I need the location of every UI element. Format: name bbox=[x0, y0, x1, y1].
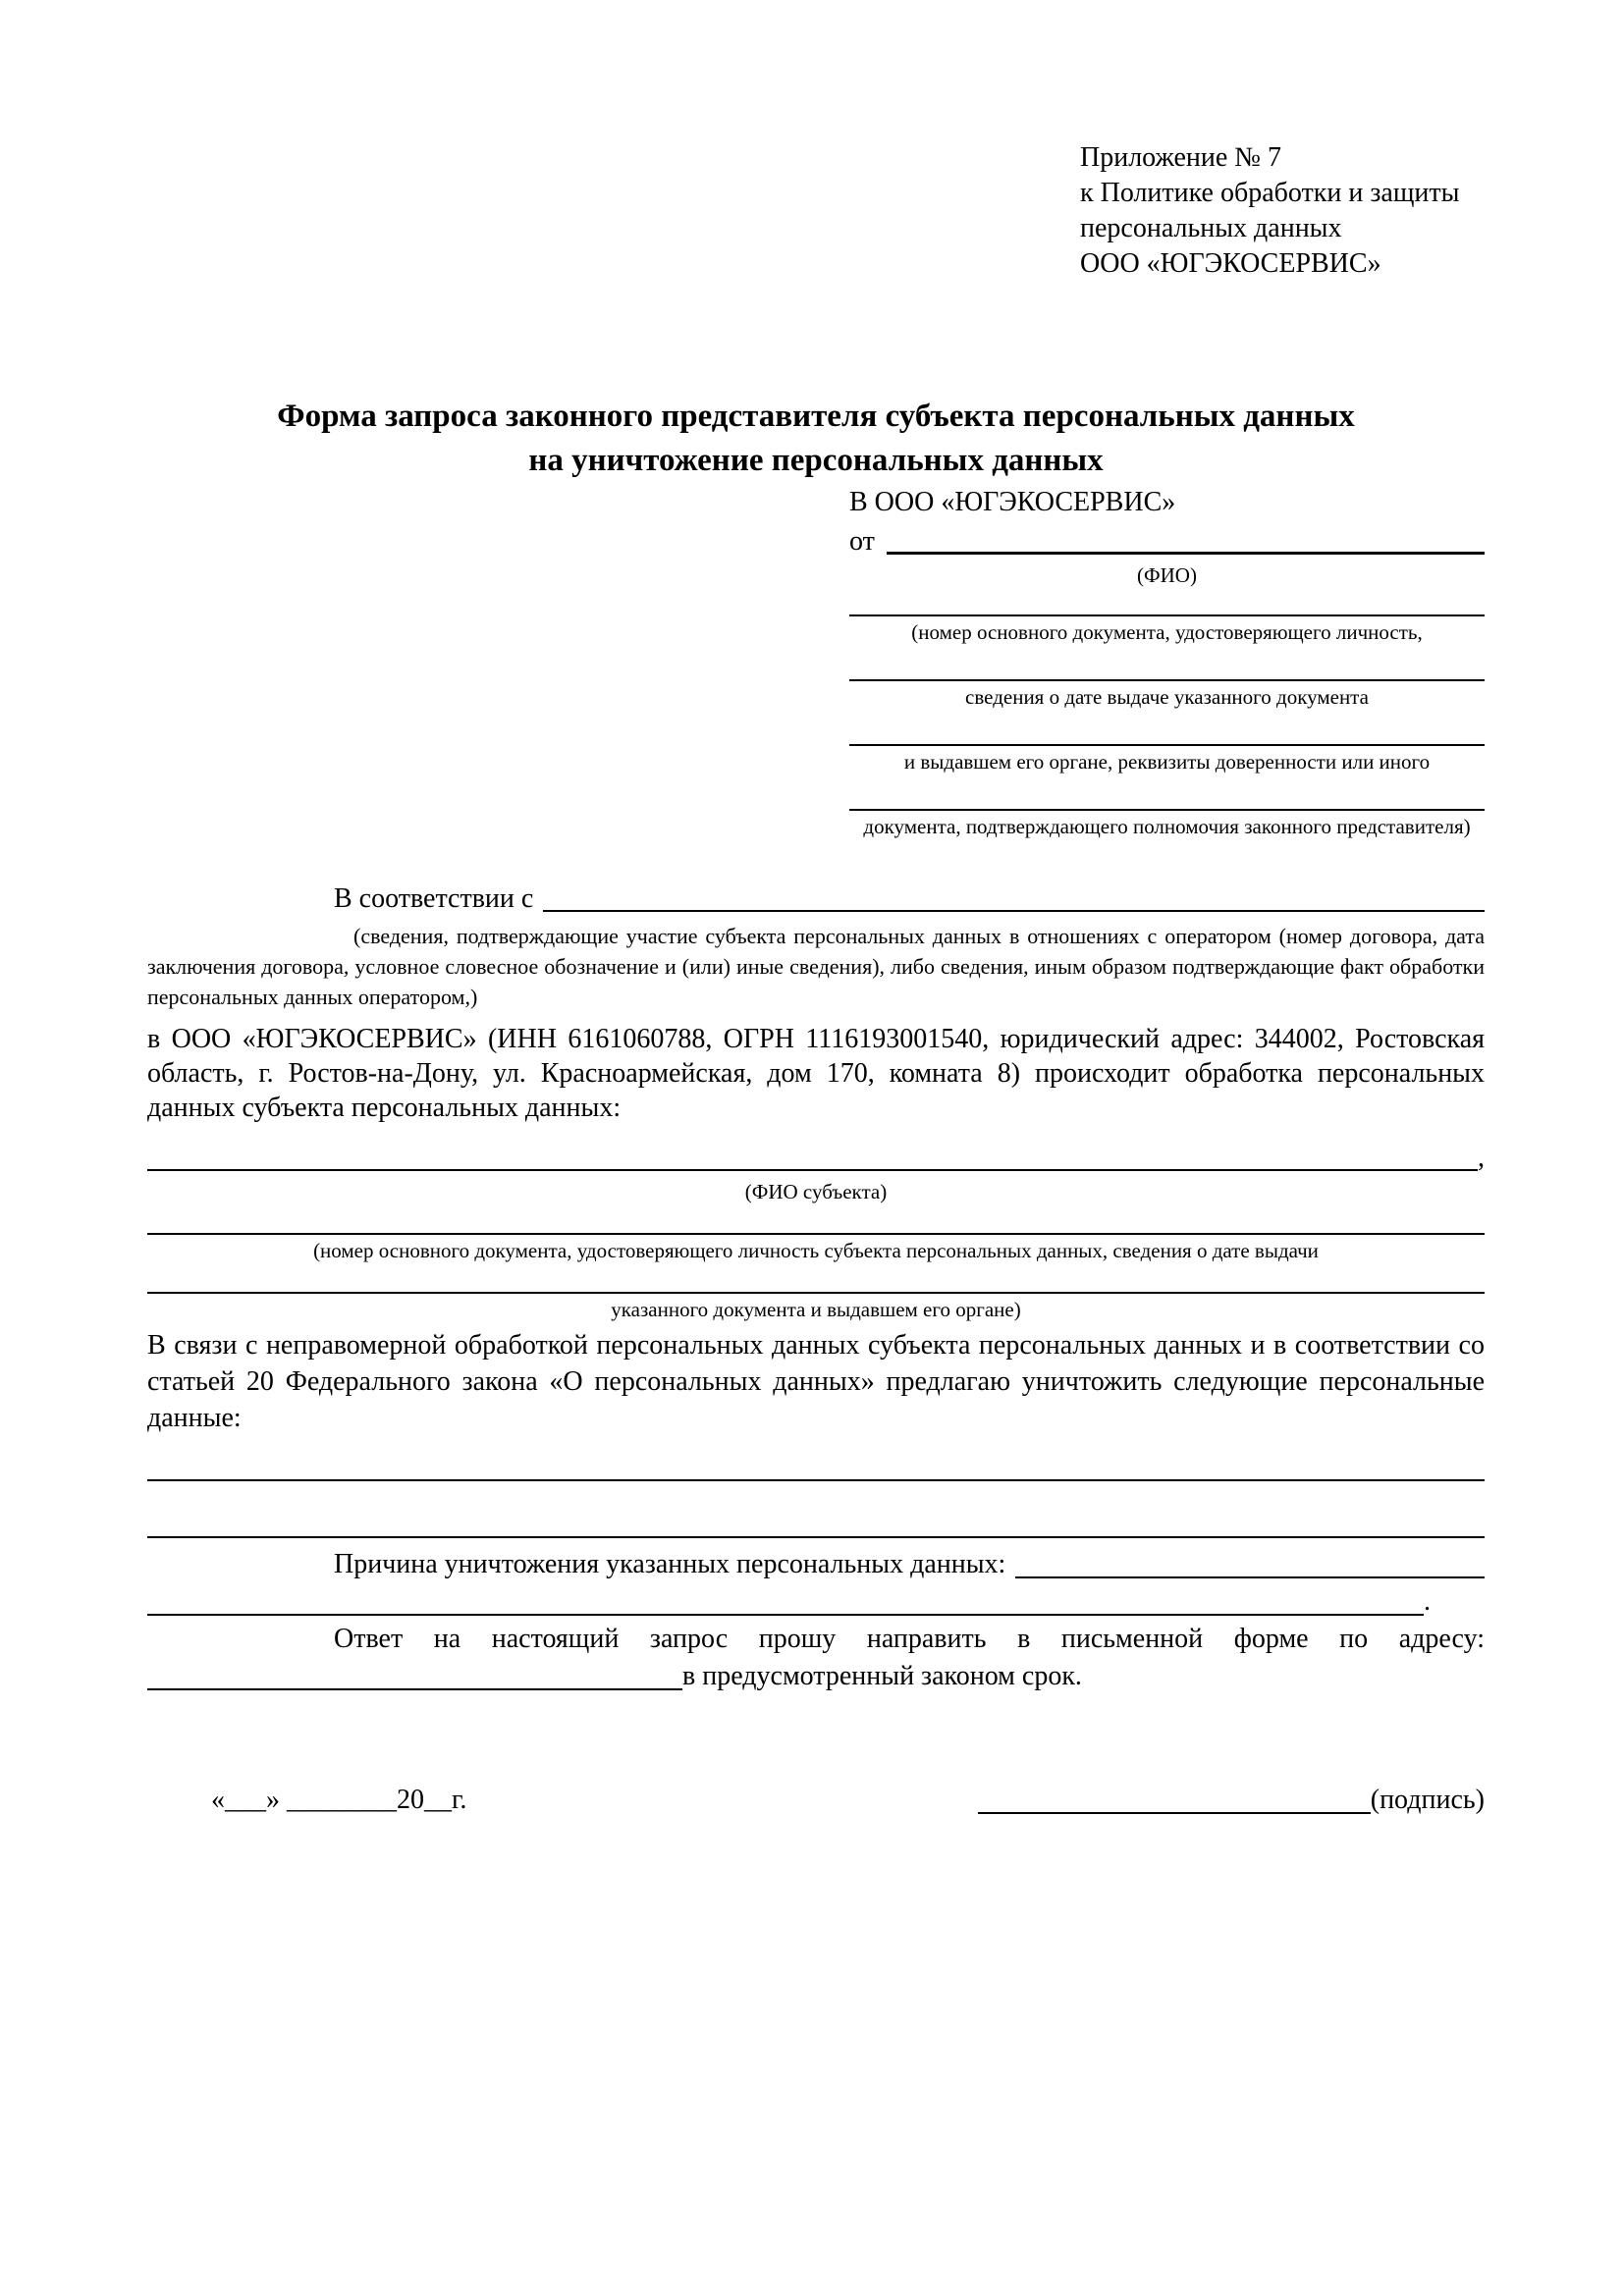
reason-blank-line bbox=[1015, 1546, 1485, 1578]
page-title-line1: Форма запроса законного представителя субъекта персональных данных bbox=[277, 399, 1355, 434]
data-blank-line2 bbox=[147, 1536, 1485, 1538]
addressee-block bbox=[849, 483, 1485, 838]
from-row bbox=[849, 524, 1485, 560]
from-label: от bbox=[849, 526, 875, 557]
signature-blank-line bbox=[978, 1782, 1371, 1814]
reason-label: Причина уничтожения указанных персональных данных: bbox=[334, 1549, 1006, 1579]
field-caption: и выдавшем его органе, реквизиты доверенности или иного bbox=[903, 750, 1431, 774]
blank-line bbox=[849, 809, 1485, 811]
subject-fio-caption: (ФИО субъекта) bbox=[744, 1180, 888, 1203]
data-blank-line1 bbox=[147, 1479, 1485, 1481]
footer bbox=[147, 1782, 1485, 1819]
signature-caption: (подпись) bbox=[1370, 1785, 1485, 1815]
accordance-row bbox=[147, 881, 1485, 917]
blank-line bbox=[849, 614, 1485, 616]
request-paragraph: В связи с неправомерной обработкой персональных данных субъекта персональных данных и в соответствии со статьей 20 Федерального закона «О персональных данных» предлагаю уничтожить следующие персональные данные: bbox=[147, 1330, 1485, 1433]
subject-fio-blank-line bbox=[147, 1141, 1478, 1171]
answer-tail: в предусмотренный законом срок. bbox=[682, 1661, 1082, 1691]
date-line: «___» ________20__г. bbox=[211, 1785, 467, 1815]
page-title bbox=[147, 395, 1485, 483]
document-content bbox=[147, 0, 1485, 1819]
period-text: . bbox=[1424, 1586, 1431, 1617]
subject-doc-blank-line bbox=[147, 1233, 1485, 1235]
subject-fio-row bbox=[147, 1141, 1485, 1176]
page-title-line2: на уничтожение персональных данных bbox=[528, 443, 1104, 478]
subject-doc-caption2: указанного документа и выдавшем его органе) bbox=[611, 1298, 1021, 1321]
accordance-note: (сведения, подтверждающие участие субъекта персональных данных в отношениях с оператором (номер договора, дата заключения договора, условное словесное обозначение и (или) иные сведения), либо сведения, иным образом подтверждающие факт обработки персональных данных оператором,) bbox=[147, 924, 1485, 1009]
doc-issuer-field bbox=[849, 744, 1485, 774]
appendix-line: к Политике обработки и защиты bbox=[1080, 178, 1460, 208]
appendix-line: ООО «ЮГЭКОСЕРВИС» bbox=[1080, 248, 1381, 279]
doc-date-field bbox=[849, 679, 1485, 709]
accordance-blank-line bbox=[543, 881, 1485, 912]
reason-continuation-row bbox=[147, 1583, 1485, 1621]
accordance-label: В соответствии с bbox=[334, 883, 534, 914]
doc-number-field bbox=[849, 614, 1485, 644]
field-caption: сведения о дате выдаче указанного документа bbox=[965, 685, 1369, 709]
subject-doc-caption: (номер основного документа, удостоверяющего личность субъекта персональных данных, сведения о дате выдачи bbox=[313, 1239, 1319, 1262]
fio-caption: (ФИО) bbox=[1137, 563, 1197, 587]
blank-line bbox=[849, 679, 1485, 681]
appendix-line: персональных данных bbox=[1080, 213, 1342, 243]
answer-sentence: Ответ на настоящий запрос прошу направить в письменной форме по адресу: bbox=[334, 1624, 1485, 1654]
reason-row bbox=[147, 1546, 1485, 1583]
signature-block bbox=[978, 1782, 1485, 1819]
reason-blank-line2 bbox=[147, 1583, 1424, 1616]
field-caption: документа, подтверждающего полномочия законного представителя) bbox=[863, 815, 1471, 838]
field-caption: (номер основного документа, удостоверяющего личность, bbox=[911, 620, 1423, 644]
blank-line bbox=[849, 744, 1485, 746]
subject-doc-blank-line2 bbox=[147, 1292, 1485, 1294]
address-blank-line bbox=[147, 1658, 682, 1690]
comma-text: , bbox=[1478, 1143, 1485, 1173]
operator-paragraph: в ООО «ЮГЭКОСЕРВИС» (ИНН 6161060788, ОГРН 1116193001540, юридический адрес: 344002, Ростовская область, г. Ростов-на-Дону, ул. Красноармейская, дом 170, комната 8) происходит обработка персональных данных субъекта персональных данных: bbox=[147, 1024, 1485, 1123]
addressee-to: В ООО «ЮГЭКОСЕРВИС» bbox=[849, 487, 1176, 517]
answer-address-row bbox=[147, 1658, 1485, 1695]
appendix-line: Приложение № 7 bbox=[1080, 142, 1281, 173]
fio-blank-line bbox=[887, 524, 1485, 555]
doc-authority-field bbox=[849, 809, 1485, 838]
appendix-header bbox=[1080, 140, 1485, 282]
